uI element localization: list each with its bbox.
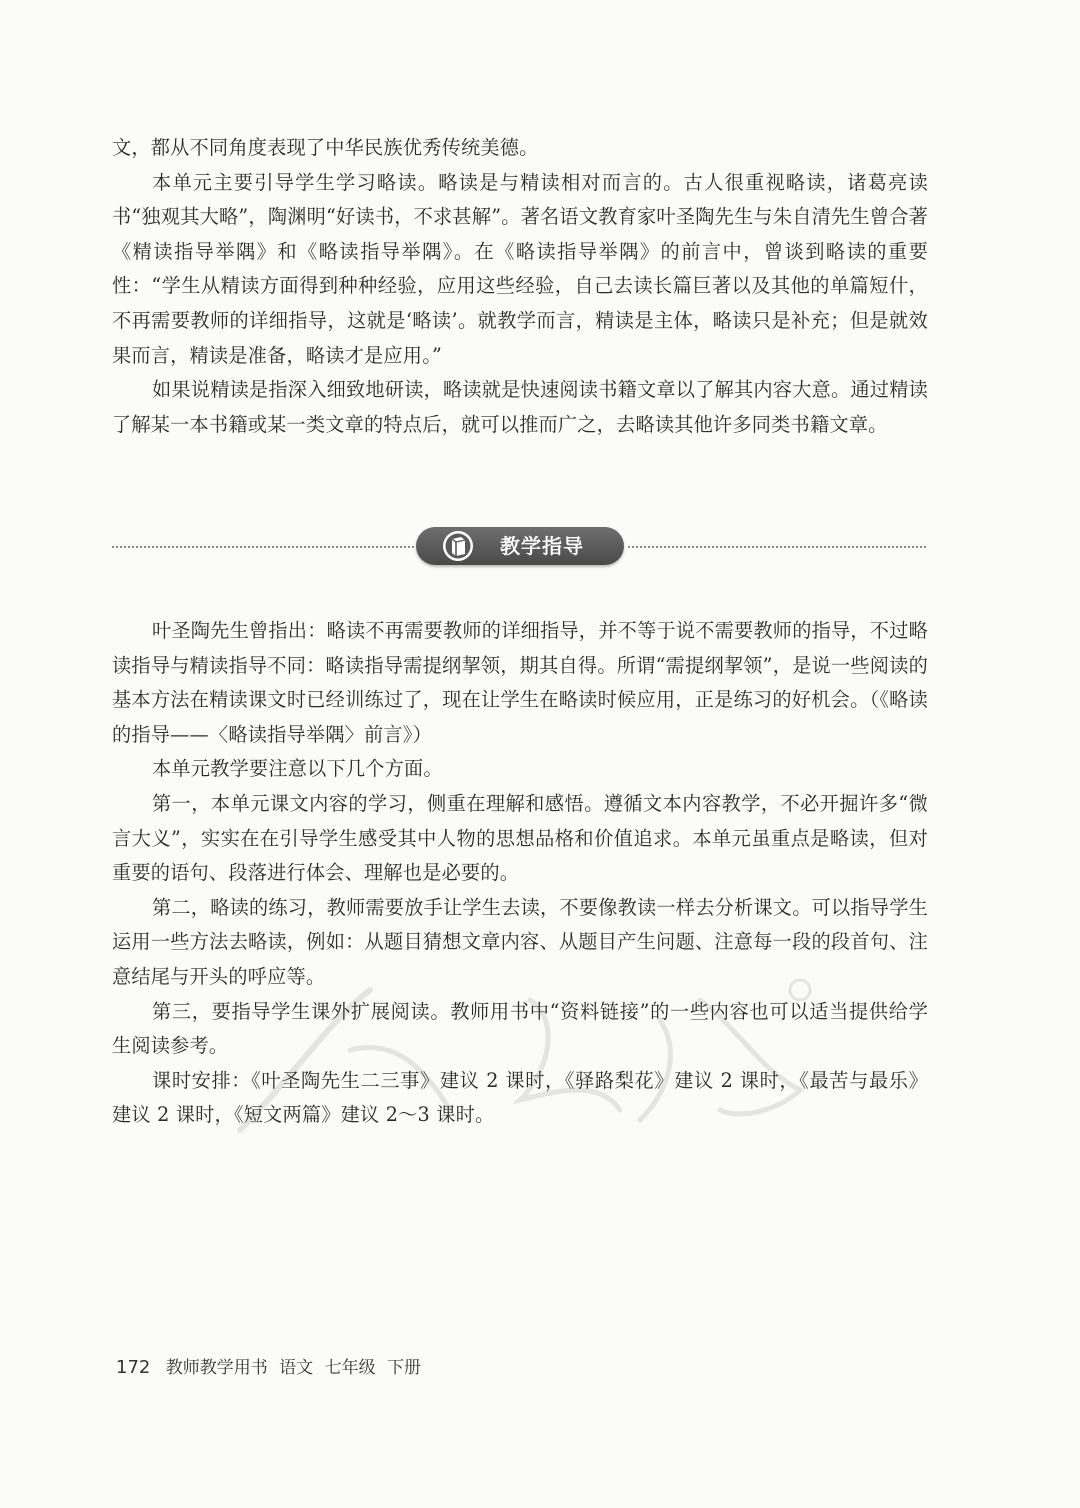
page-footer bbox=[116, 1356, 421, 1380]
guidance-paragraph-second: 第二，略读的练习，教师需要放手让学生去读，不要像教读一样去分析课文。可以指导学生运用一些方法去略读，例如：从题目猜想文章内容、从题目产生问题、注意每一段的段首句、注意结尾与开头的呼应等。 bbox=[112, 895, 928, 988]
guidance-paragraph-schedule: 课时安排：《叶圣陶先生二三事》建议 2 课时，《驿路梨花》建议 2 课时，《最苦与最乐》建议 2 课时，《短文两篇》建议 2～3 课时。 bbox=[112, 1068, 928, 1127]
intro-paragraph-intensive-vs-skim: 如果说精读是指深入细致地研读，略读就是快速阅读书籍文章以了解其内容大意。通过精读了解某一本书籍或某一类文章的特点后，就可以推而广之，去略读其他许多同类书籍文章。 bbox=[112, 378, 928, 436]
footer-volume: 下册 bbox=[386, 1358, 421, 1378]
section-header bbox=[112, 527, 926, 567]
guidance-paragraph-first: 第一，本单元课文内容的学习，侧重在理解和感悟。遵循文本内容教学，不必开掘许多“微言大义”，实实在在引导学生感受其中人物的思想品格和价值追求。本单元虽重点是略读，但对重要的语句、段落进行体会、理解也是必要的。 bbox=[112, 791, 928, 885]
intro-text-block bbox=[112, 131, 928, 442]
dotted-divider-right bbox=[628, 546, 926, 548]
footer-grade: 七年级 bbox=[324, 1358, 376, 1378]
section-title: 教学指导 bbox=[500, 534, 584, 558]
section-title-badge bbox=[416, 527, 624, 565]
guidance-paragraph-third: 第三，要指导学生课外扩展阅读。教师用书中“资料链接”的一些内容也可以适当提供给学生阅读参考。 bbox=[112, 999, 928, 1058]
dotted-divider-left bbox=[112, 546, 414, 548]
footer-book-title: 教师教学用书 bbox=[165, 1358, 268, 1378]
guidance-paragraph-quote: 叶圣陶先生曾指出：略读不再需要教师的详细指导，并不等于说不需要教师的指导，不过略读指导与精读指导不同：略读指导需提纲挈领，期其自得。所谓“需提纲挈领”，是说一些阅读的基本方法在精读课文时已经训练过了，现在让学生在略读时候应用，正是练习的好机会。（《略读的指导——〈略读指导举隅〉前言》） bbox=[112, 619, 928, 746]
intro-paragraph-skim-reading: 本单元主要引导学生学习略读。略读是与精读相对而言的。古人很重视略读，诸葛亮读书“独观其大略”，陶渊明“好读书，不求甚解”。著名语文教育家叶圣陶先生与朱自清先生曾合著《精读指导举隅》和《略读指导举隅》。在《略读指导举隅》的前言中，曾谈到略读的重要性：“学生从精读方面得到种种经验，应用这些经验，自己去读长篇巨著以及其他的单篇短什，不再需要教师的详细指导，这就是‘略读’。就教学而言，精读是主体，略读只是补充；但是就效果而言，精读是准备，略读才是应用。” bbox=[112, 170, 928, 367]
footer-subject: 语文 bbox=[279, 1358, 314, 1378]
book-icon bbox=[442, 530, 474, 562]
guidance-paragraph-notes-intro: 本单元教学要注意以下几个方面。 bbox=[152, 757, 443, 781]
page-number: 172 bbox=[116, 1357, 151, 1378]
guidance-text-block bbox=[112, 614, 928, 1133]
intro-paragraph-continuation: 文，都从不同角度表现了中华民族优秀传统美德。 bbox=[112, 136, 539, 159]
